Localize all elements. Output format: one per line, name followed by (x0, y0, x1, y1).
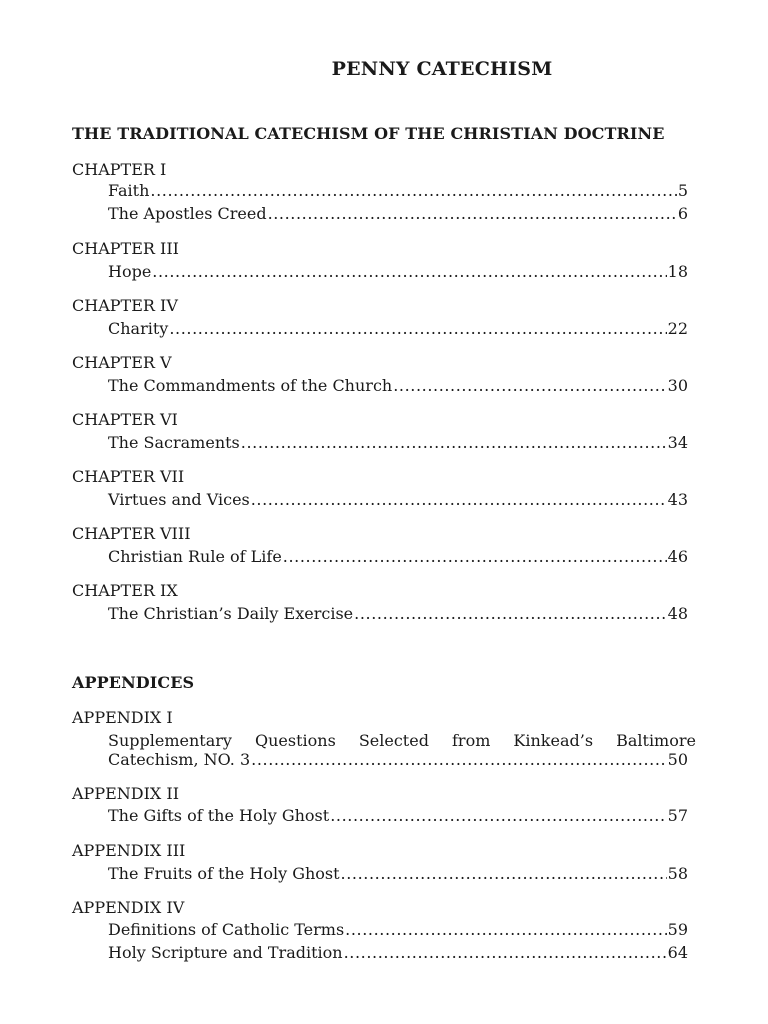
word: Questions (254, 731, 336, 750)
toc-entry-page: 46 (667, 547, 688, 566)
toc-entry-label: Faith (108, 181, 150, 200)
toc-entry-label: Definitions of Catholic Terms (108, 920, 345, 939)
appendix-heading: APPENDIX IV (72, 898, 185, 917)
dot-leader (152, 262, 666, 281)
toc-entry-label: The Gifts of the Holy Ghost (108, 806, 330, 825)
toc-entry[interactable] (108, 433, 688, 452)
toc-entry-label: The Sacraments (108, 433, 240, 452)
dot-leader (150, 181, 676, 200)
dot-leader (330, 806, 666, 825)
chapter-heading: CHAPTER I (72, 160, 167, 179)
toc-entry-page: 59 (667, 920, 688, 939)
toc-entry-page: 48 (667, 604, 688, 623)
chapter-heading: CHAPTER V (72, 353, 172, 372)
chapter-heading: CHAPTER VII (72, 467, 185, 486)
toc-entry[interactable] (108, 490, 688, 509)
toc-entry-page: 34 (667, 433, 688, 452)
word: Selected (358, 731, 429, 750)
chapter-heading: CHAPTER IV (72, 296, 178, 315)
toc-entry[interactable] (108, 181, 688, 200)
dot-leader (354, 604, 667, 623)
dot-leader (268, 204, 677, 223)
toc-entry[interactable] (108, 920, 688, 939)
main-section-title: THE TRADITIONAL CATECHISM OF THE CHRISTIAN DOCTRINE (72, 124, 665, 143)
toc-entry-label: The Christian’s Daily Exercise (108, 604, 354, 623)
dot-leader (283, 547, 667, 566)
appendix-heading: APPENDIX II (72, 784, 180, 803)
toc-entry[interactable] (108, 806, 688, 825)
toc-entry[interactable] (108, 547, 688, 566)
dot-leader (344, 943, 667, 962)
toc-entry[interactable] (108, 604, 688, 623)
toc-entry-label: Christian Rule of Life (108, 547, 282, 566)
toc-entry-label: Hope (108, 262, 152, 281)
toc-entry-label: Catechism, NO. 3 (108, 750, 251, 769)
dot-leader (393, 376, 666, 395)
dot-leader (251, 490, 667, 509)
toc-entry[interactable] (108, 750, 688, 769)
toc-entry-label: Charity (108, 319, 169, 338)
toc-entry-page: 50 (667, 750, 688, 769)
toc-entry-page: 43 (667, 490, 688, 509)
dot-leader (169, 319, 666, 338)
word: Supplementary (108, 731, 232, 750)
chapter-heading: CHAPTER VIII (72, 524, 191, 543)
toc-entry-label: The Fruits of the Holy Ghost (108, 864, 340, 883)
toc-entry-label: Virtues and Vices (108, 490, 250, 509)
document-title: PENNY CATECHISM (331, 58, 553, 80)
toc-entry-page: 57 (667, 806, 688, 825)
toc-entry-label: The Commandments of the Church (108, 376, 393, 395)
word: Kinkead’s (513, 731, 594, 750)
toc-entry-page: 58 (667, 864, 688, 883)
toc-entry-label: Holy Scripture and Tradition (108, 943, 343, 962)
appendix-heading: APPENDIX I (72, 708, 173, 727)
toc-entry-page: 6 (677, 204, 688, 223)
appendix-heading: APPENDIX III (72, 841, 186, 860)
chapter-heading: CHAPTER IX (72, 581, 178, 600)
toc-entry-page: 30 (667, 376, 688, 395)
toc-entry-page: 22 (667, 319, 688, 338)
dot-leader (341, 864, 667, 883)
toc-entry-label: The Apostles Creed (108, 204, 267, 223)
justified-entry-line[interactable] (108, 731, 696, 750)
toc-entry-page: 64 (667, 943, 688, 962)
chapter-heading: CHAPTER VI (72, 410, 178, 429)
chapter-heading: CHAPTER III (72, 239, 179, 258)
word: from (452, 731, 491, 750)
toc-entry[interactable] (108, 204, 688, 223)
toc-entry-page: 5 (677, 181, 688, 200)
toc-entry[interactable] (108, 262, 688, 281)
toc-entry-page: 18 (667, 262, 688, 281)
toc-entry[interactable] (108, 319, 688, 338)
dot-leader (345, 920, 666, 939)
dot-leader (241, 433, 667, 452)
toc-entry[interactable] (108, 376, 688, 395)
appendices-title: APPENDICES (72, 673, 195, 692)
word: Baltimore (616, 731, 696, 750)
toc-entry[interactable] (108, 864, 688, 883)
toc-entry[interactable] (108, 943, 688, 962)
dot-leader (251, 750, 666, 769)
